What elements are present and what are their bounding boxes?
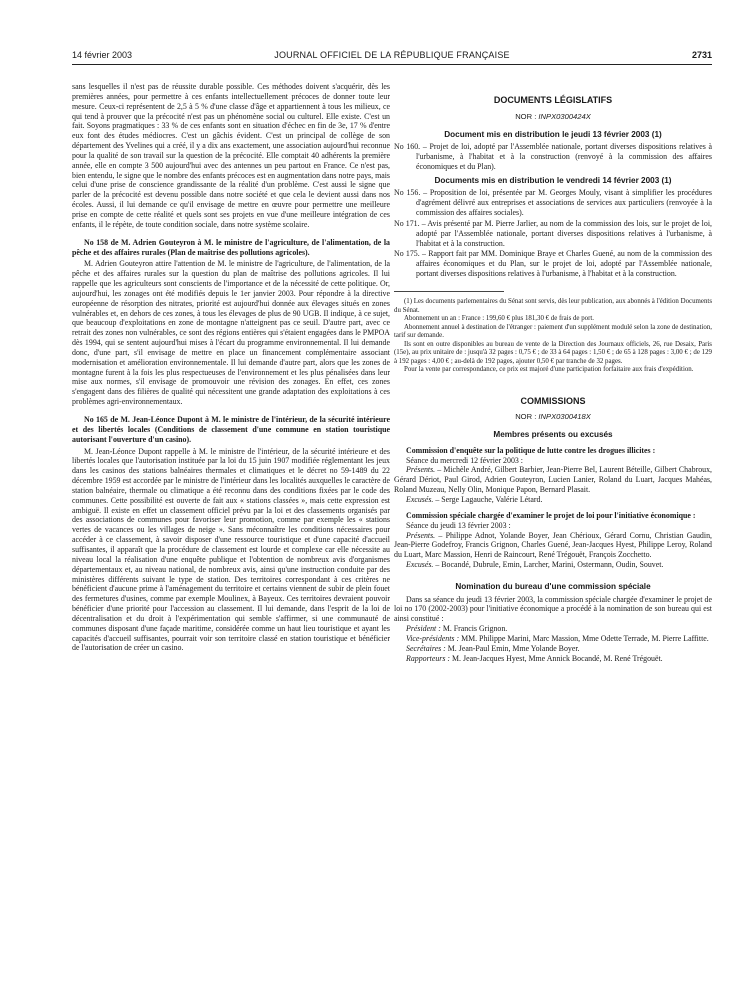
commission-1-excused: Excusés. – Serge Lagauche, Valérie Létard. <box>406 495 543 504</box>
document-item: No 171. – Avis présenté par M. Pierre Jarlier, au nom de la commission des lois, sur le projet de loi, adopté par l'Assemblée nationale, portant diverses dispositions relatives à l'urbanisme, à l'habitat et à la construction. <box>394 218 712 248</box>
question-165-body: M. Jean-Léonce Dupont rappelle à M. le ministre de l'intérieur, de la sécurité intérieure et des libertés locales que l'autorisation instituée par la loi du 15 juin 1907 modifiée réglementant les jeux dans les casinos des stations balnéaires thermales et climatiques et le décret no 59-1489 du 22 décembre 1959 est accordée par le ministre de l'intérieur dans les localités auxquelles le caractère de station balnéaire, thermale ou climatique a été reconnu dans des conditions fixées par le code des communes. Cette possibilité est ouverte de fait aux « stations classées », mais cette expression est ambiguë. Il existe en effet un classement officiel prévu par la loi et des classements organisés par des associations de communes pour favoriser leur promotion, comme par exemple les « stations vertes de vacances ou les villages de neige ». Sans méconnaître les conditions nécessaires pour accéder à ce classement, à savoir disposer d'une ressource touristique et d'une capacité d'accueil suffisantes, il apparaît que la procédure de classement est lourde et complexe car elle nécessite au niveau local la réalisation d'une enquête publique et l'obtention de nombreux avis d'organismes départementaux et, au niveau national, de nombreux avis, ainsi qu'une instruction conduite par des ministères différents suivant le type de station. Des territoires correspondant à ces critères ne bénéficient d'aucune prime à l'aménagement du territoire et certains viennent de subir de plein fouet des fermetures d'usines, comme par exemple Moulinex, à Bayeux. Ces territoires devraient pouvoir bénéficier d'une priorité pour l'accession au classement. Il lui demande, dans l'esprit de la loi de décentralisation et du droit à l'expérimentation qui semble s'affirmer, si une communauté de communes disposant d'une façade maritime, considérée comme un haut lieu touristique et ayant les capacités d'accueil suffisantes, pourrait voir son territoire classé en station touristique et bénéficier de l'autorisation de créer un casino. <box>72 446 390 653</box>
footnote-separator <box>394 291 504 292</box>
running-header <box>72 48 712 64</box>
documents-nor: NOR : INPX0300424X <box>515 111 591 121</box>
commission-2-date: Séance du jeudi 13 février 2003 : <box>406 520 511 530</box>
header-date: 14 février 2003 <box>72 50 133 60</box>
document-item: No 175. – Rapport fait par MM. Dominique Braye et Charles Guené, au nom de la commission des affaires économiques et du Plan, sur le projet de loi, adopté par l'Assemblée nationale, portant diverses dispositions relatives à l'urbanisme, à l'habitat et à la construction. <box>394 249 712 279</box>
document-item: No 160. – Projet de loi, adopté par l'Assemblée nationale, portant diverses dispositions relatives à l'urbanisme, à l'habitat et à la construction (renvoyé à la commission des affaires économiques et du Plan). <box>394 142 712 171</box>
footnotes <box>394 298 712 375</box>
footnote: Abonnement un an : France : 199,60 € plus 181,30 € de frais de port. <box>404 315 595 322</box>
right-column <box>394 96 712 663</box>
footnote: (1) Les documents parlementaires du Sénat sont servis, dès leur publication, aux abonnés à l'édition Documents du Sénat. <box>394 298 712 314</box>
distribution-1-title: Document mis en distribution le jeudi 13 février 2003 (1) <box>444 129 662 139</box>
commission-2-present: Présents. – Philippe Adnot, Yolande Boyer, Jean Chérioux, Gérard Cornu, Christian Gaudin, Jean-Pierre Godefroy, Francis Grignon, Charles Guené, Jean-Jacques Hyest, Philippe Leroy, Roland du Luart, Marc Massion, Henri de Raincourt, René Trégouët, François Zocchetto. <box>394 530 712 560</box>
question-158-title: No 158 de M. Adrien Gouteyron à M. le ministre de l'agriculture, de l'alimentation, de la pêche et des affaires rurales (Plan de maîtrise des pollutions agricoles). <box>72 237 390 257</box>
commission-2-title: Commission spéciale chargée d'examiner le projet de loi pour l'initiative économique : <box>406 510 696 520</box>
bureau-president: Président : M. Francis Grignon. <box>406 624 508 634</box>
bureau-secretaries: Secrétaires : M. Jean-Paul Emin, Mme Yolande Boyer. <box>406 643 580 653</box>
documents-section-title: DOCUMENTS LÉGISLATIFS <box>493 95 613 105</box>
footnote: Ils sont en outre disponibles au bureau de vente de la Direction des Journaux officiels, 26, rue Desaix, Paris (15e), au prix unitaire de : jusqu'à 32 pages : 0,75 € ; de 33 à 64 pages : 1,50 € ; de 65 à 128 pages : 3,00 € ; de 129 à 192 pages : 4,00 € ; au-delà de 192 pages, ajouter 0,50 € par tranche de 32 pages. <box>394 340 712 365</box>
header-journal-title: JOURNAL OFFICIEL DE LA RÉPUBLIQUE FRANÇAISE <box>274 50 510 60</box>
commissions-section-title: COMMISSIONS <box>520 395 586 406</box>
bureau-vice-presidents: Vice-présidents : MM. Philippe Marini, Marc Massion, Mme Odette Terrade, M. Pierre Laffitte. <box>406 633 709 643</box>
bureau-rapporteurs: Rapporteurs : M. Jean-Jacques Hyest, Mme Annick Bocandé, M. René Trégouët. <box>406 653 663 663</box>
question-continuation: sans lesquelles il n'est pas de réussite durable possible. Ces méthodes doivent s'acquérir, dès les premières années, pour permettre à ces enfants intellectuellement précoces de donner toute leur mesure. Ceux-ci représentent de 2,5 à 5 % d'une classe d'âge et appartiennent à tous les milieux, ce qui tend à prouver que la précocité n'est pas un phénomène social ou culturel. Elle existe. C'est un fait. Soyons pragmatiques : 33 % de ces enfants sont en situation d'échec en fin de 3e, 17 % d'entre eux font des études médiocres. C'est un gâchis évident. C'est un principal de collège de son département des Yvelines qui a créé, il y a dix ans exactement, une association aujourd'hui reconnue pour la qualité de son travail sur la question de la précocité. Elle comptait 40 adhérents la première année, elle en compte 3 500 aujourd'hui avec des antennes un peu partout en France. Ce n'est pas, bien entendu, le signe que le nombre des enfants précoces est en augmentation dans notre pays, mais celui d'une prise de conscience grandissante de la réalité d'un problème. C'est aussi le signe que parler de la précocité est devenu possible dans notre société et que cela le devient aussi dans nos écoles. Aussi, il lui demande ce qu'il envisage de mettre en œuvre pour permettre une meilleure prise en compte de cette réalité et quels sont ses projets en vue d'une meilleure intégration de ces enfants, il le répète, de toute condition sociale, dans notre système scolaire. <box>72 82 390 229</box>
commission-1-title: Commission d'enquête sur la politique de lutte contre les drogues illicites : <box>406 445 656 455</box>
footnote: Abonnement annuel à destination de l'étranger : paiement d'un supplément modulé selon la zone de destination, tarif sur demande. <box>394 323 712 339</box>
question-158-body: M. Adrien Gouteyron attire l'attention de M. le ministre de l'agriculture, de l'alimentation, de la pêche et des affaires rurales sur la question du plan de maîtrise des pollutions agricoles. Il lui rappelle que les agriculteurs sont conscients de l'importance et de la nécessité de cette politique. Or, aujourd'hui, les zonages ont été modifiés depuis le 1er janvier 2003. Pour répondre à la directive européenne de résorption des nitrates, priorité est aujourd'hui donnée aux élevages situés en zones vulnérables et, en dehors de ces zones, à tous les élevages de plus de 90 UGB. Il indique, à ce sujet, que beaucoup d'exploitations en zone de montagne n'atteignent pas ce seuil. D'autre part, avec ce retrait des zones non vulnérables, ce sont des régions entières qui s'étaient engagées dans le PMPOA dès 1994, qui se sentent aujourd'hui mises à l'écart du programme environnemental. Il lui demande donc, d'une part, s'il envisage de mettre en place un financement complémentaire associant modernisation et amélioration environnementale. Il lui demande d'autre part, alors que les zones de montagne furent à la fois les plus respectueuses de l'environnement et les plus pénalisées dans leur mise aux normes, s'il envisage de promouvoir une révision des zonages. En effet, ces zones s'engagent dans des filières de qualité qui nécessitent une grande adaptation des exploitations à ces problèmes agri-environnementaux. <box>72 259 390 407</box>
document-item: No 156. – Proposition de loi, présentée par M. Georges Mouly, visant à simplifier les procédures d'agrément délivré aux entreprises et associations de services aux particuliers (renvoyée à la commission des affaires sociales). <box>394 188 712 218</box>
bureau-intro: Dans sa séance du jeudi 13 février 2003, la commission spéciale chargée d'examiner le projet de loi no 170 (2002-2003) pour l'initiative économique a procédé à la nomination de son bureau qui est ainsi constitué : <box>394 594 712 624</box>
commission-1-present: Présents. – Michèle André, Gilbert Barbier, Jean-Pierre Bel, Laurent Béteille, Gilbert Chabroux, Gérard Dériot, Paul Girod, Adrien Gouteyron, Lucien Lanier, Roland du Luart, Jacques Mahéas, Roland Muzeau, Nelly Olin, Monique Papon, Bernard Plasait. <box>394 465 712 495</box>
commissions-nor: NOR : INPX0300418X <box>515 412 591 422</box>
bureau-title: Nomination du bureau d'une commission spéciale <box>455 581 651 591</box>
commission-1-date: Séance du mercredi 12 février 2003 : <box>406 455 523 465</box>
header-rule <box>72 64 712 65</box>
header-page-number: 2731 <box>691 50 712 60</box>
members-title: Membres présents ou excusés <box>493 430 613 440</box>
question-165-title: No 165 de M. Jean-Léonce Dupont à M. le ministre de l'intérieur, de la sécurité intérieure et des libertés locales (Conditions de classement d'une commune en station touristique autorisant l'ouverture d'un casino). <box>72 415 390 444</box>
distribution-2-title: Documents mis en distribution le vendredi 14 février 2003 (1) <box>434 175 672 185</box>
footnote: Pour la vente par correspondance, ce prix est majoré d'une participation forfaitaire aux frais d'expédition. <box>404 366 694 373</box>
commission-2-excused: Excusés. – Bocandé, Dubrule, Emin, Larcher, Marini, Ostermann, Oudin, Souvet. <box>406 560 664 570</box>
left-column <box>72 82 390 653</box>
